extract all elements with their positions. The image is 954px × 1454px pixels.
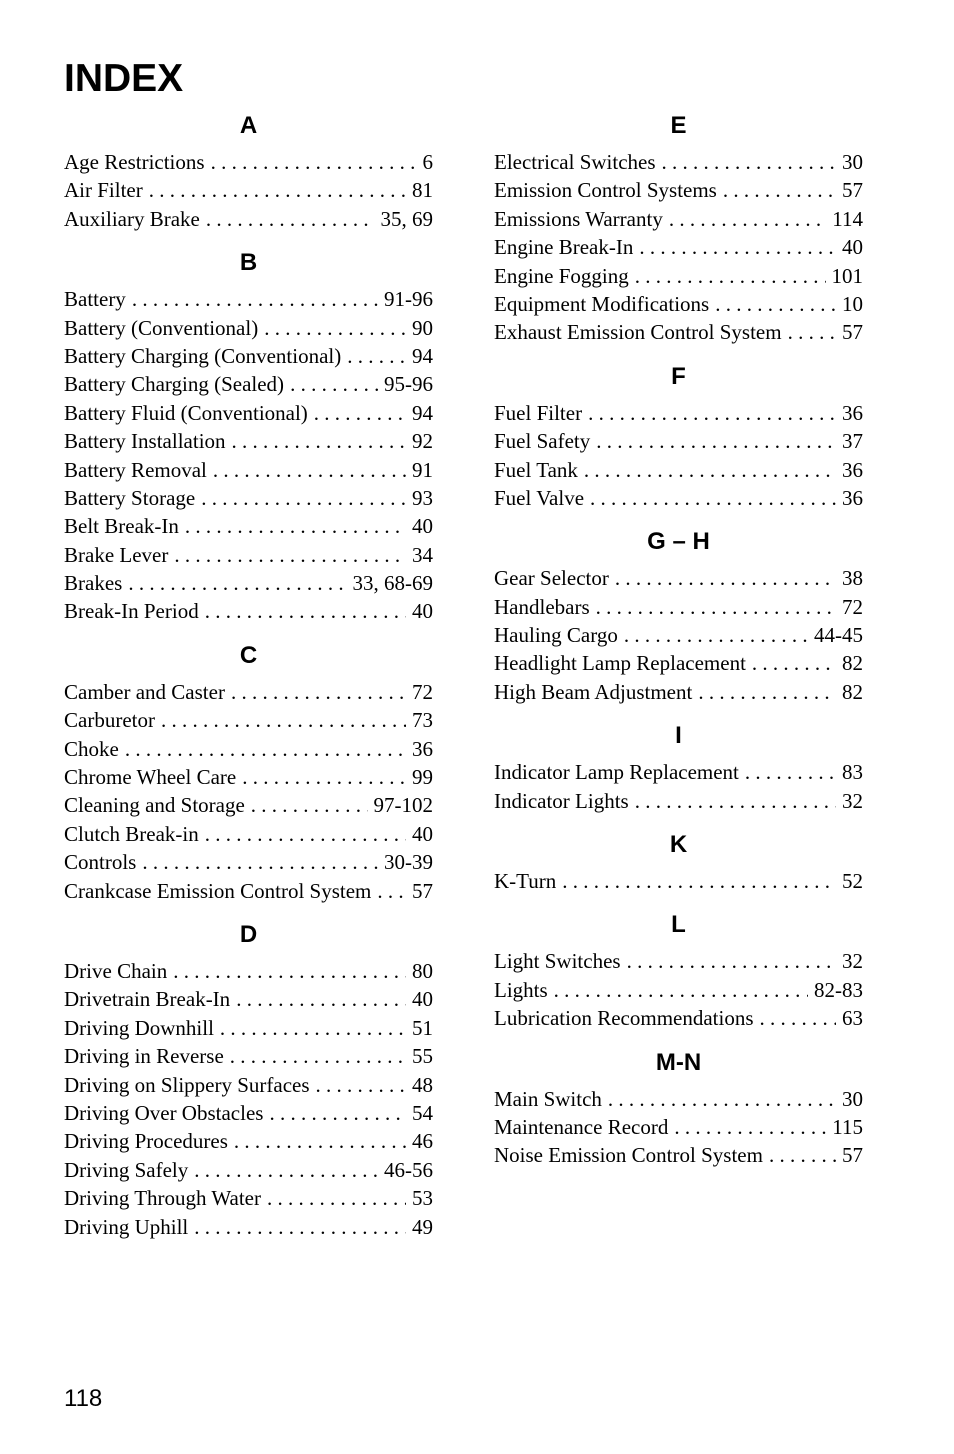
dot-leader — [290, 370, 378, 398]
index-entry — [64, 735, 433, 763]
entry-term: High Beam Adjustment — [494, 679, 693, 704]
entry-term: Crankcase Emission Control System — [64, 878, 372, 903]
index-entry — [494, 976, 863, 1004]
dot-leader — [211, 148, 417, 176]
entry-term: Battery Storage — [64, 485, 196, 510]
dot-leader — [234, 1127, 406, 1155]
index-entry — [494, 593, 863, 621]
section-letter: A — [239, 112, 258, 139]
entry-term: Break-In Period — [64, 599, 199, 624]
entry-term: Driving on Slippery Surfaces — [64, 1072, 310, 1097]
dot-leader — [674, 1113, 826, 1141]
entry-pages: 82 — [842, 651, 863, 676]
entry-pages: 36 — [842, 457, 863, 482]
entry-pages: 51 — [412, 1015, 433, 1040]
index-entry — [494, 621, 863, 649]
index-entry — [64, 205, 433, 233]
entry-term: Drivetrain Break-In — [64, 987, 231, 1012]
entry-pages: 30 — [842, 150, 863, 174]
entry-pages: 40 — [412, 599, 433, 624]
index-section — [494, 363, 863, 513]
dot-leader — [194, 1156, 378, 1184]
entry-pages: 36 — [842, 485, 863, 510]
entry-pages: 82 — [842, 679, 863, 704]
entry-term: Battery (Conventional) — [64, 315, 259, 340]
entry-pages: 33, 68-69 — [352, 571, 433, 596]
index-entry — [64, 484, 433, 512]
entry-pages: 94 — [412, 343, 433, 368]
index-entry — [494, 787, 863, 815]
entry-pages: 38 — [842, 566, 863, 591]
index-entry — [64, 877, 433, 905]
index-entry — [64, 706, 433, 734]
section-letter: B — [239, 249, 258, 277]
entry-term: Driving Safely — [64, 1157, 189, 1182]
entry-term: Age Restrictions — [64, 150, 205, 174]
entry-pages: 83 — [842, 760, 863, 785]
dot-leader — [608, 1085, 836, 1113]
entry-pages: 30-39 — [384, 850, 433, 875]
entry-pages: 72 — [412, 679, 433, 704]
entry-term: Driving Through Water — [64, 1186, 261, 1211]
entry-pages: 115 — [832, 1114, 863, 1139]
index-entry — [64, 399, 433, 427]
dot-leader — [316, 1071, 406, 1099]
index-entry — [64, 512, 433, 540]
entry-term: Camber and Caster — [64, 679, 225, 704]
entry-term: Headlight Lamp Replacement — [494, 651, 746, 676]
entry-pages: 46 — [412, 1129, 433, 1154]
dot-leader — [760, 1004, 836, 1032]
entry-pages: 36 — [412, 736, 433, 761]
index-section — [494, 831, 863, 895]
entry-pages: 57 — [842, 1143, 863, 1168]
dot-leader — [173, 957, 406, 985]
index-column-right — [494, 112, 863, 1170]
dot-leader — [205, 597, 406, 625]
entry-term: K-Turn — [494, 869, 557, 894]
entry-term: Indicator Lights — [494, 788, 629, 813]
dot-leader — [788, 318, 836, 346]
index-entry — [494, 484, 863, 512]
index-column-left — [64, 112, 433, 1241]
entry-term: Battery Charging (Conventional) — [64, 343, 342, 368]
entry-term: Clutch Break-in — [64, 821, 199, 846]
entry-term: Brakes — [64, 571, 123, 596]
section-letter: M-N — [655, 1048, 702, 1076]
section-entries — [494, 867, 863, 895]
index-section — [494, 722, 863, 815]
entry-pages: 10 — [842, 291, 863, 316]
index-entry — [494, 427, 863, 455]
entry-pages: 81 — [412, 178, 433, 203]
section-entries — [494, 947, 863, 1032]
entry-pages: 80 — [412, 958, 433, 983]
index-entry — [494, 678, 863, 706]
entry-pages: 40 — [412, 821, 433, 846]
section-letter: F — [671, 362, 686, 390]
dot-leader — [698, 678, 836, 706]
section-entries — [494, 1085, 863, 1170]
entry-term: Exhaust Emission Control System — [494, 320, 782, 345]
entry-term: Battery Charging (Sealed) — [64, 372, 285, 397]
entry-term: Fuel Valve — [494, 485, 585, 510]
dot-leader — [206, 205, 375, 233]
index-entry — [494, 290, 863, 318]
index-section — [64, 642, 433, 905]
index-section — [494, 112, 863, 347]
index-entry — [494, 1141, 863, 1169]
entry-term: Driving Over Obstacles — [64, 1100, 264, 1125]
entry-pages: 37 — [842, 429, 863, 454]
dot-leader — [769, 1141, 836, 1169]
entry-pages: 91-96 — [384, 287, 433, 312]
dot-leader — [669, 205, 826, 233]
entry-term: Battery Installation — [64, 429, 226, 454]
entry-term: Chrome Wheel Care — [64, 765, 237, 790]
dot-leader — [267, 1184, 406, 1212]
index-entry — [64, 176, 433, 204]
page-title: INDEX — [64, 57, 184, 100]
index-entry — [64, 763, 433, 791]
entry-term: Driving in Reverse — [64, 1044, 224, 1069]
index-entry — [494, 1113, 863, 1141]
entry-pages: 114 — [832, 206, 863, 231]
index-entry — [494, 176, 863, 204]
entry-term: Driving Uphill — [64, 1214, 189, 1239]
entry-term: Electrical Switches — [494, 150, 656, 174]
section-letter: L — [671, 911, 686, 939]
entry-term: Equipment Modifications — [494, 291, 710, 316]
entry-pages: 48 — [412, 1072, 433, 1097]
dot-leader — [715, 290, 836, 318]
section-letter: K — [669, 831, 688, 859]
index-entry — [64, 285, 433, 313]
index-entry — [494, 947, 863, 975]
index-entry — [494, 233, 863, 261]
index-entry — [64, 342, 433, 370]
entry-term: Emission Control Systems — [494, 178, 717, 203]
entry-term: Carburetor — [64, 708, 155, 733]
dot-leader — [125, 735, 406, 763]
entry-pages: 55 — [412, 1044, 433, 1069]
section-entries — [64, 957, 433, 1241]
index-entry — [494, 564, 863, 592]
entry-term: Brake Lever — [64, 542, 169, 567]
entry-pages: 72 — [842, 594, 863, 619]
entry-pages: 99 — [412, 765, 433, 790]
dot-leader — [230, 1042, 406, 1070]
dot-leader — [314, 399, 406, 427]
index-entry — [64, 541, 433, 569]
index-entry — [64, 820, 433, 848]
index-entry — [64, 314, 433, 342]
entry-pages: 34 — [412, 542, 433, 567]
entry-term: Drive Chain — [64, 958, 168, 983]
index-entry — [64, 1099, 433, 1127]
entry-pages: 44-45 — [814, 623, 863, 648]
index-entry — [494, 262, 863, 290]
entry-term: Air Filter — [64, 178, 143, 203]
entry-pages: 63 — [842, 1006, 863, 1031]
entry-term: Battery — [64, 287, 126, 312]
index-entry — [64, 456, 433, 484]
entry-pages: 90 — [412, 315, 433, 340]
entry-pages: 40 — [412, 987, 433, 1012]
entry-term: Engine Break-In — [494, 235, 634, 260]
index-section — [494, 1049, 863, 1170]
dot-leader — [596, 593, 836, 621]
index-entry — [64, 678, 433, 706]
index-entry — [494, 456, 863, 484]
index-entry — [64, 848, 433, 876]
entry-term: Light Switches — [494, 949, 621, 974]
index-entry — [494, 148, 863, 176]
entry-pages: 94 — [412, 400, 433, 425]
index-section — [64, 249, 433, 626]
index-entry — [494, 1004, 863, 1032]
entry-pages: 46-56 — [384, 1157, 433, 1182]
section-letter: C — [239, 641, 258, 669]
entry-pages: 97-102 — [373, 793, 433, 818]
entry-term: Battery Removal — [64, 457, 207, 482]
dot-leader — [128, 569, 346, 597]
section-letter: D — [239, 920, 258, 948]
index-entry — [64, 569, 433, 597]
dot-leader — [584, 456, 836, 484]
dot-leader — [251, 791, 368, 819]
index-entry — [64, 1014, 433, 1042]
section-entries — [494, 399, 863, 513]
dot-leader — [639, 233, 836, 261]
index-entry — [64, 1213, 433, 1241]
entry-pages: 52 — [842, 869, 863, 894]
entry-term: Handlebars — [494, 594, 590, 619]
entry-pages: 40 — [842, 235, 863, 260]
entry-pages: 101 — [831, 263, 863, 288]
dot-leader — [554, 976, 808, 1004]
entry-term: Fuel Filter — [494, 400, 583, 425]
entry-term: Indicator Lamp Replacement — [494, 760, 739, 785]
index-section — [64, 921, 433, 1241]
index-entry — [64, 1042, 433, 1070]
entry-term: Choke — [64, 736, 119, 761]
entry-term: Main Switch — [494, 1086, 602, 1111]
dot-leader — [752, 649, 836, 677]
index-entry — [64, 1156, 433, 1184]
dot-leader — [194, 1213, 406, 1241]
index-entry — [64, 597, 433, 625]
index-entry — [64, 1071, 433, 1099]
index-entry — [494, 867, 863, 895]
entry-term: Maintenance Record — [494, 1114, 669, 1139]
index-entry — [494, 1085, 863, 1113]
dot-leader — [635, 262, 826, 290]
dot-leader — [201, 484, 406, 512]
dot-leader — [161, 706, 406, 734]
entry-pages: 91 — [412, 457, 433, 482]
section-letter: I — [675, 722, 682, 750]
dot-leader — [149, 176, 406, 204]
dot-leader — [269, 1099, 406, 1127]
section-entries — [494, 564, 863, 706]
entry-term: Driving Downhill — [64, 1015, 214, 1040]
entry-term: Fuel Safety — [494, 429, 591, 454]
section-entries — [64, 285, 433, 626]
entry-pages: 40 — [412, 514, 433, 539]
index-entry — [494, 758, 863, 786]
entry-pages: 32 — [842, 949, 863, 974]
index-entry — [64, 985, 433, 1013]
entry-term: Hauling Cargo — [494, 623, 618, 648]
dot-leader — [377, 877, 406, 905]
index-entry — [494, 205, 863, 233]
dot-leader — [142, 848, 378, 876]
index-entry — [64, 148, 433, 176]
entry-term: Lubrication Recommendations — [494, 1006, 754, 1031]
entry-pages: 6 — [422, 150, 433, 174]
entry-term: Controls — [64, 850, 137, 875]
dot-leader — [174, 541, 406, 569]
dot-leader — [220, 1014, 406, 1042]
dot-leader — [232, 427, 406, 455]
section-entries — [494, 148, 863, 347]
dot-leader — [213, 456, 406, 484]
dot-leader — [264, 314, 406, 342]
entry-pages: 36 — [842, 400, 863, 425]
entry-term: Driving Procedures — [64, 1129, 228, 1154]
dot-leader — [596, 427, 836, 455]
entry-term: Emissions Warranty — [494, 206, 663, 231]
entry-pages: 93 — [412, 485, 433, 510]
dot-leader — [185, 512, 406, 540]
section-entries — [64, 148, 433, 233]
entry-pages: 49 — [412, 1214, 433, 1239]
index-entry — [494, 318, 863, 346]
index-entry — [64, 957, 433, 985]
dot-leader — [231, 678, 406, 706]
dot-leader — [627, 947, 836, 975]
dot-leader — [588, 399, 836, 427]
entry-term: Cleaning and Storage — [64, 793, 245, 818]
dot-leader — [635, 787, 836, 815]
page-number: 118 — [64, 1385, 103, 1412]
dot-leader — [723, 176, 836, 204]
entry-pages: 92 — [412, 429, 433, 454]
entry-pages: 30 — [842, 1086, 863, 1111]
section-entries — [494, 758, 863, 815]
dot-leader — [615, 564, 836, 592]
dot-leader — [236, 985, 406, 1013]
dot-leader — [662, 148, 836, 176]
dot-leader — [624, 621, 808, 649]
entry-pages: 73 — [412, 708, 433, 733]
dot-leader — [242, 763, 406, 791]
section-letter: E — [670, 112, 687, 139]
entry-term: Gear Selector — [494, 566, 609, 591]
entry-term: Auxiliary Brake — [64, 206, 200, 231]
entry-pages: 53 — [412, 1186, 433, 1211]
entry-pages: 32 — [842, 788, 863, 813]
index-entry — [64, 791, 433, 819]
entry-term: Belt Break-In — [64, 514, 179, 539]
section-entries — [64, 678, 433, 905]
index-section — [494, 528, 863, 706]
dot-leader — [347, 342, 406, 370]
index-entry — [494, 399, 863, 427]
entry-pages: 95-96 — [384, 372, 433, 397]
entry-pages: 54 — [412, 1100, 433, 1125]
section-letter: G – H — [647, 528, 710, 556]
entry-term: Engine Fogging — [494, 263, 629, 288]
entry-pages: 57 — [842, 320, 863, 345]
dot-leader — [562, 867, 836, 895]
entry-term: Lights — [494, 977, 548, 1002]
entry-pages: 82-83 — [814, 977, 863, 1002]
entry-term: Battery Fluid (Conventional) — [64, 400, 308, 425]
entry-term: Noise Emission Control System — [494, 1143, 763, 1168]
index-section — [64, 112, 433, 233]
index-entry — [64, 370, 433, 398]
index-section — [494, 911, 863, 1032]
index-entry — [64, 427, 433, 455]
entry-term: Fuel Tank — [494, 457, 578, 482]
index-entry — [64, 1184, 433, 1212]
dot-leader — [590, 484, 836, 512]
index-entry — [494, 649, 863, 677]
dot-leader — [132, 285, 378, 313]
dot-leader — [745, 758, 836, 786]
entry-pages: 35, 69 — [380, 206, 433, 231]
dot-leader — [205, 820, 406, 848]
entry-pages: 57 — [842, 178, 863, 203]
index-entry — [64, 1127, 433, 1155]
entry-pages: 57 — [412, 878, 433, 903]
